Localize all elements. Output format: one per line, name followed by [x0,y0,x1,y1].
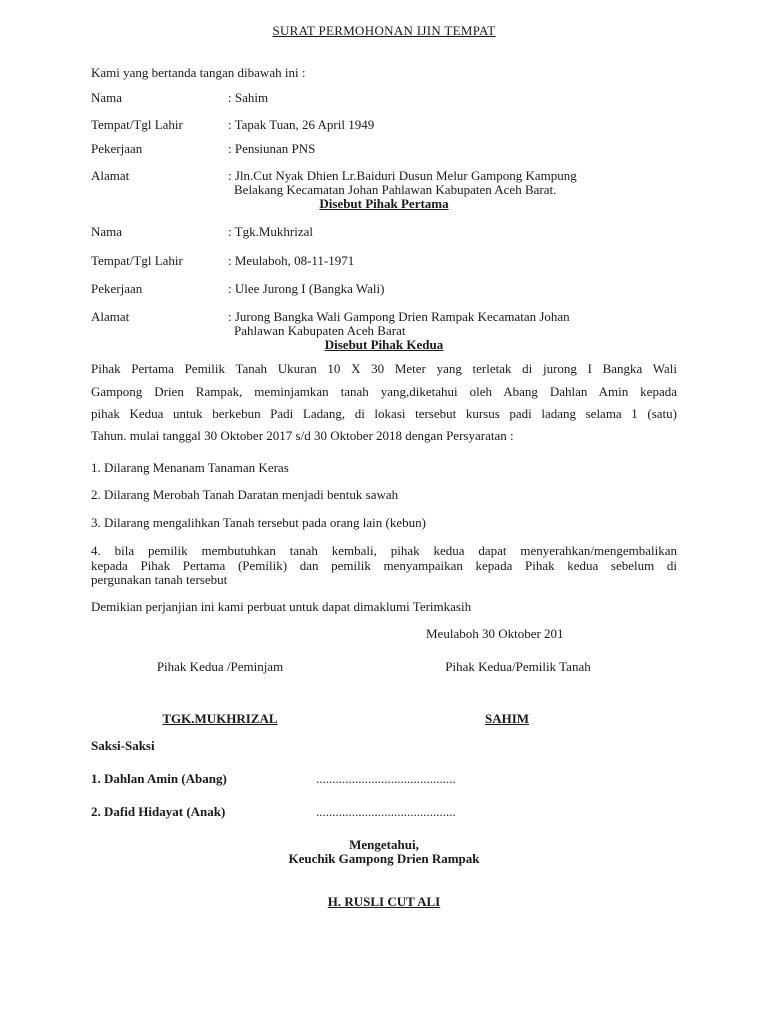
left-signatory-role: Pihak Kedua /Peminjam [156,659,284,674]
party1-alamat-line2: Belakang Kecamatan Johan Pahlawan Kabupaten Aceh Barat. [234,182,557,197]
party1-nama-label: Nama [91,90,123,105]
party1-nama-value: : Sahim [228,90,269,105]
body-line: Pihak Pertama Pemilik Tanah Ukuran 10 X 30 Meter yang terletak di jurong I Bangka Wali [91,361,677,376]
party2-pekerjaan-value: : Ulee Jurong I (Bangka Wali) [228,281,385,296]
condition-item-continued: pergunakan tanah tersebut [91,572,228,587]
document-title: SURAT PERMOHONAN IJIN TEMPAT [272,23,496,38]
body-line: pihak Kedua untuk berkebun Padi Ladang, di lokasi tersebut kursus padi ladang selama 1 (satu) [91,406,677,421]
party1-pekerjaan-label: Pekerjaan [91,141,143,156]
party2-pekerjaan-label: Pekerjaan [91,281,143,296]
acknowledgement-line1: Mengetahui, [349,837,419,852]
party2-nama-value: : Tgk.Mukhrizal [228,224,313,239]
party2-alamat-label: Alamat [91,309,130,324]
village-head-name: H. RUSLI CUT ALI [327,894,441,909]
body-line: Tahun. mulai tanggal 30 Oktober 2017 s/d 30 Oktober 2018 dengan Persyaratan : [91,428,514,443]
party1-alamat-label: Alamat [91,168,130,183]
witness-signature-line: ........................................... [316,771,456,786]
closing-text: Demikian perjanjian ini kami perbuat untuk dapat dimaklumi Terimkasih [91,599,472,614]
body-line: Gampong Drien Rampak, meminjamkan tanah yang,diketahui oleh Abang Dahlan Amin kepada [91,384,677,399]
party1-caption: Disebut Pihak Pertama [319,196,449,211]
party1-ttl-label: Tempat/Tgl Lahir [91,117,183,132]
right-signatory-role: Pihak Kedua/Pemilik Tanah [445,659,591,674]
party2-ttl-label: Tempat/Tgl Lahir [91,253,183,268]
condition-item: 1. Dilarang Menanam Tanaman Keras [91,460,289,475]
party2-alamat-line2: Pahlawan Kabupaten Aceh Barat [234,323,406,338]
right-signatory-name: SAHIM [484,711,530,726]
party2-alamat-line1: : Jurong Bangka Wali Gampong Drien Rampak Kecamatan Johan [228,309,570,324]
intro-text: Kami yang bertanda tangan dibawah ini : [91,65,306,80]
party2-nama-label: Nama [91,224,123,239]
party1-alamat-line1: : Jln.Cut Nyak Dhien Lr.Baiduri Dusun Melur Gampong Kampung [228,168,577,183]
witness-heading: Saksi-Saksi [91,738,155,753]
witness-name: 1. Dahlan Amin (Abang) [91,771,227,786]
party2-ttl-value: : Meulaboh, 08-11-1971 [228,253,355,268]
witness-name: 2. Dafid Hidayat (Anak) [91,804,226,819]
condition-item: 3. Dilarang mengalihkan Tanah tersebut pada orang lain (kebun) [91,515,426,530]
party1-ttl-value: : Tapak Tuan, 26 April 1949 [228,117,375,132]
condition-item: 2. Dilarang Merobah Tanah Daratan menjadi bentuk sawah [91,487,399,502]
party2-caption: Disebut Pihak Kedua [324,337,444,352]
condition-item-continued: kepada Pihak Pertama (Pemilik) dan pemilik menyampaikan kepada Pihak kedua sebelum di [91,558,677,573]
condition-item: 4. bila pemilik membutuhkan tanah kembali, pihak kedua dapat menyerahkan/mengembalikan [91,543,677,558]
acknowledgement-line2: Keuchik Gampong Drien Rampak [288,851,480,866]
left-signatory-name: TGK.MUKHRIZAL [162,711,278,726]
party1-pekerjaan-value: : Pensiunan PNS [228,141,316,156]
place-date: Meulaboh 30 Oktober 201 [426,626,564,641]
witness-signature-line: ........................................... [316,804,456,819]
